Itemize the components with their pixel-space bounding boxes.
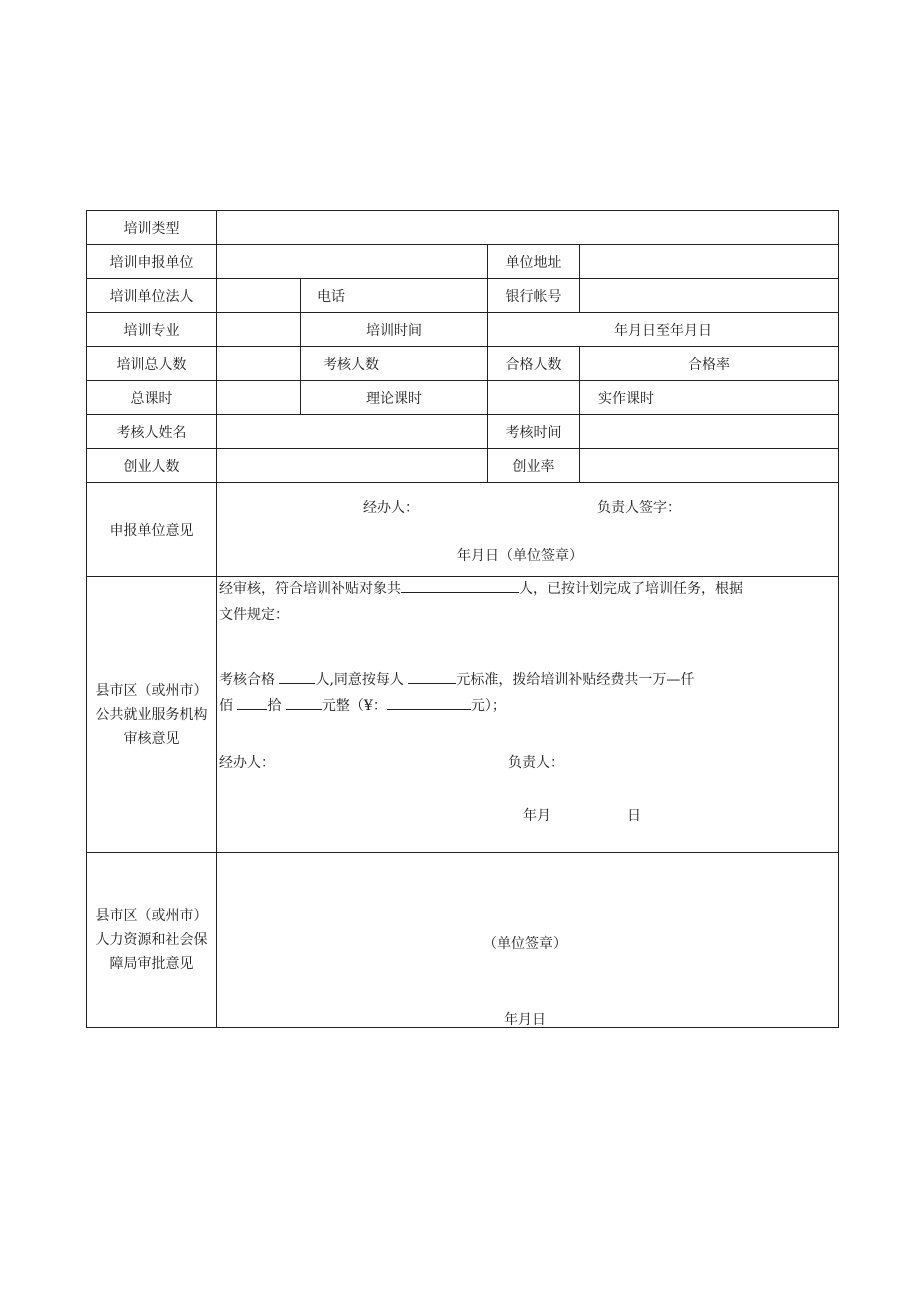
startup-count-label: 创业人数 — [87, 449, 217, 483]
practice-hours-label: 实作课时 — [580, 381, 839, 415]
tens-blank[interactable] — [286, 695, 322, 710]
review-text: 考核合格 — [219, 672, 275, 688]
row-legal-person — [87, 279, 839, 313]
service-review-label-line: 审核意见 — [123, 730, 180, 747]
review-text: 人，已按计划完成了培训任务，根据 — [519, 581, 743, 597]
review-date-d: 日 — [627, 808, 641, 824]
review-date-ym: 年月 — [523, 808, 551, 824]
theory-hours-label: 理论课时 — [301, 381, 488, 415]
review-text: 元标准，拨给培训补贴经费共一万—仟 — [456, 672, 695, 688]
qualified-blank[interactable] — [279, 669, 315, 684]
training-subsidy-form — [86, 210, 839, 1028]
legal-person-value[interactable] — [217, 279, 301, 313]
applicant-opinion-cell[interactable] — [217, 483, 839, 577]
applicant-date-seal: 年月日（单位签章） — [457, 548, 583, 564]
total-trainees-value[interactable] — [217, 347, 301, 381]
pass-rate-label: 合格率 — [580, 347, 839, 381]
hr-approval-label-line: 人力资源和社会保 — [95, 932, 208, 948]
row-training-type — [87, 211, 839, 245]
applicant-opinion-label: 申报单位意见 — [87, 483, 217, 577]
eligible-count-blank[interactable] — [401, 578, 519, 593]
row-startup — [87, 449, 839, 483]
total-hours-value[interactable] — [217, 381, 301, 415]
training-time-value[interactable]: 年月日至年月日 — [488, 313, 839, 347]
hr-approval-label-line: 县市区（或州市） — [95, 908, 208, 924]
review-text: 佰 — [219, 698, 233, 714]
review-line-4 — [219, 695, 506, 715]
training-major-label: 培训专业 — [87, 313, 217, 347]
review-line-1 — [219, 578, 743, 598]
review-text: 元整（¥： — [321, 698, 387, 714]
training-major-value[interactable] — [217, 313, 301, 347]
startup-rate-value[interactable] — [580, 449, 839, 483]
row-applicant-opinion — [87, 483, 839, 577]
amount-figure-blank[interactable] — [387, 695, 471, 710]
review-text: 拾 — [267, 698, 282, 714]
applicant-handler-label: 经办人： — [363, 500, 419, 516]
service-review-cell[interactable] — [217, 577, 839, 853]
training-time-label: 培训时间 — [301, 313, 488, 347]
hr-seal-label: （单位签章） — [483, 936, 567, 952]
total-trainees-label: 培训总人数 — [87, 347, 217, 381]
hr-approval-cell[interactable] — [217, 853, 839, 1028]
review-responsible-label: 负责人： — [508, 755, 564, 771]
unit-address-label: 单位地址 — [488, 245, 580, 279]
total-hours-label: 总课时 — [87, 381, 217, 415]
review-text: 人,同意按每人 — [315, 672, 404, 688]
startup-rate-label: 创业率 — [488, 449, 580, 483]
row-service-review — [87, 577, 839, 853]
row-hr-approval — [87, 853, 839, 1028]
assessor-name-label: 考核人姓名 — [87, 415, 217, 449]
assessment-time-value[interactable] — [580, 415, 839, 449]
phone-label: 电话 — [301, 279, 488, 313]
service-review-label-line: 县市区（或州市） — [95, 682, 208, 699]
training-type-value[interactable] — [217, 211, 839, 245]
training-type-label: 培训类型 — [87, 211, 217, 245]
applicant-unit-label: 培训申报单位 — [87, 245, 217, 279]
hr-approval-label — [87, 853, 217, 1028]
per-person-amount-blank[interactable] — [408, 669, 456, 684]
assessed-count-label: 考核人数 — [301, 347, 488, 381]
hundreds-blank[interactable] — [237, 695, 267, 710]
applicant-signer-label: 负责人签字： — [597, 500, 681, 516]
review-line-2: 文件规定： — [219, 607, 289, 623]
hr-date: 年月日 — [504, 1012, 546, 1028]
row-training-major — [87, 313, 839, 347]
applicant-unit-value[interactable] — [217, 245, 488, 279]
assessment-time-label: 考核时间 — [488, 415, 580, 449]
bank-account-value[interactable] — [580, 279, 839, 313]
bank-account-label: 银行帐号 — [488, 279, 580, 313]
service-review-label — [87, 577, 217, 853]
assessor-name-value[interactable] — [217, 415, 488, 449]
row-hours — [87, 381, 839, 415]
service-review-label-line: 公共就业服务机构 — [95, 706, 208, 723]
theory-hours-value[interactable] — [488, 381, 580, 415]
unit-address-value[interactable] — [580, 245, 839, 279]
review-text: 经审核，符合培训补贴对象共 — [219, 581, 401, 597]
review-text: 元）； — [470, 698, 506, 714]
row-counts — [87, 347, 839, 381]
legal-person-label: 培训单位法人 — [87, 279, 217, 313]
startup-count-value[interactable] — [217, 449, 488, 483]
row-applicant-unit — [87, 245, 839, 279]
row-assessor — [87, 415, 839, 449]
review-line-3 — [219, 669, 694, 689]
hr-approval-label-line: 障局审批意见 — [109, 956, 194, 972]
qualified-count-label: 合格人数 — [488, 347, 580, 381]
review-handler-label: 经办人： — [219, 755, 275, 771]
